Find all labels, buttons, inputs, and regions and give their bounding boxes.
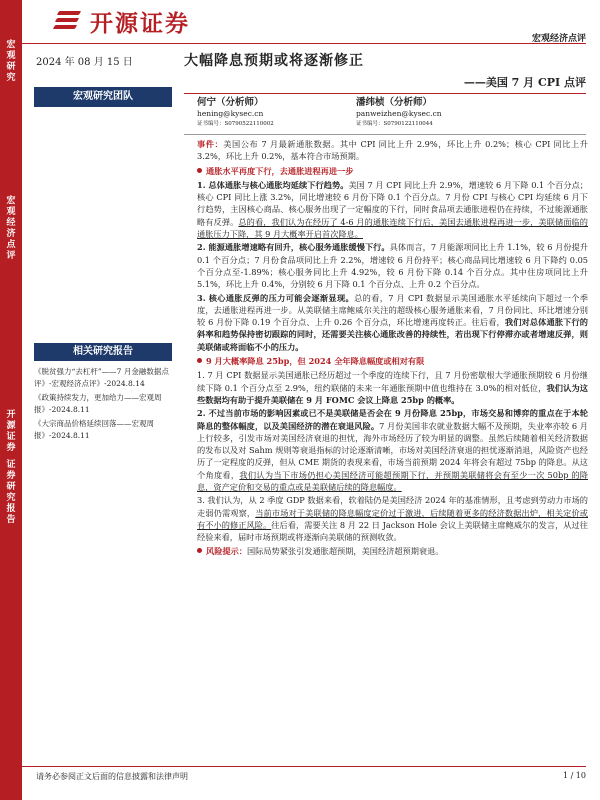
paragraph-underlined: 总的看，我们认为在经历了 4-6 月的通胀连续下行后，美国去通胀进程再进一步，美联储面临的通胀压力下降，其 9 月大概率开启首次降息。	[197, 216, 588, 240]
analyst-card	[356, 97, 442, 130]
paragraph-text: 总的看，7 月 CPI 数据显示美国通胀水平延续向下超过一个季度，去通胀进程再进一步。从美联储主席鲍威尔关注的超级核心服务通胀来看，7 月份同比、环比增速分别较 6 月份下降 0.19 个百分点、上升 0.26 个百分点，环比增速再度转正。往后看，	[197, 292, 588, 328]
paragraph-bold: 我们对总体通胀下行的斜率和趋势保持密切跟踪的同时，还需要关注核心通胀改善的持续性，若出现下行停滞亦或者增速反弹，则美联储或将面临不小的压力。	[197, 317, 588, 352]
header-divider	[22, 43, 586, 44]
page-header	[22, 0, 600, 46]
paragraph-lead: 3. 核心通胀反弹的压力可能会逐渐显现。	[197, 292, 355, 303]
body-paragraph	[197, 369, 588, 406]
analyst-email[interactable]: hening@kysec.cn	[197, 109, 264, 118]
title-divider	[184, 93, 586, 94]
event-text: 美国公布 7 月最新通胀数据。其中 CPI 同比上升 2.9%，环比上升 0.2%；核心 CPI 同比上升 3.2%，环比上升 0.2%，基本符合市场预期。	[197, 139, 588, 162]
footer-divider	[22, 766, 586, 767]
risk-paragraph	[197, 545, 588, 557]
page-number: 1 / 10	[562, 771, 586, 780]
analyst-name: 何宁（分析师）	[197, 97, 264, 108]
body-paragraph	[197, 292, 588, 353]
side-label-report-type: 宏 观 经 济 点 评	[6, 196, 16, 261]
paragraph-text: 1. 7 月 CPI 数据显示美国通胀已经历超过一个季度的连续下行，且 7 月份密歇根大学通胀预期较 6 月份继续下降 0.1 个百分点至 2.9%，纽约联储的未来一年通胀预期中值也维持在 3.0%的相对低位，	[197, 370, 588, 393]
section-heading-text: 9 月大概率降息 25bp，但 2024 全年降息幅度或相对有限	[206, 356, 425, 367]
bullet-icon	[197, 548, 202, 553]
company-logo	[52, 6, 190, 36]
paragraph-text: 美国 7 月 CPI 同比上升 2.9%，增速较 6 月下降 0.1 个百分点；核心 CPI 同比上涨 3.2%，同比增速较 6 月份下降 0.1 个百分点。7 月份 CPI 与核心 CPI 均延续 6 月下行趋势，主因核心商品、核心服务出现了一定幅度的下行，同时食品项去通胀进程仍在持续，不过能源通胀略有反弹。	[197, 179, 588, 227]
body-paragraph	[197, 241, 588, 290]
logo-text: 开源证券	[90, 10, 190, 37]
analyst-email[interactable]: panweizhen@kysec.cn	[356, 109, 442, 118]
paragraph-underlined: 我们认为当下市场仍担心美国经济可能超预期下行，并预期美联储将会有至少一次 50bp 的降息，资产定价和交易的重点或是美联储后续的降息幅度。	[197, 469, 588, 493]
section-heading-text: 通胀水平再度下行，去通胀进程再进一步	[206, 165, 354, 176]
section-heading	[197, 165, 588, 177]
body-paragraph	[197, 179, 588, 240]
analyst-cert: 证书编号：S0790122110044	[356, 121, 433, 127]
risk-label: 风险提示：	[206, 545, 247, 556]
related-research-item[interactable]: 《脱贫强力“去杠杆”——7 月金融数据点评》-宏观经济点评》-2024.8.14	[34, 367, 169, 388]
paragraph-text: 7 月份美国非农就业数据大幅不及预期，失业率亦较 6 月上行较多，引发市场对美国经济衰退的担忧，海外市场经历了较为明显的调整。虽然后续随着相关经济数据的发布以及对 Sahm 规则等衰退指标的讨论逐渐清晰，市场对美国经济衰退的担忧逐渐消退，风险资产也经历了一定程度的反弹，但从 CME 期货的表现来看，市场当前预期 2024 年将会有超过 75bp 的降息。从这个角度看，	[197, 420, 588, 480]
related-research-item[interactable]: 《政策持续发力，更加给力——宏观周报》-2024.8.11	[34, 393, 162, 414]
event-paragraph	[197, 138, 588, 163]
side-label-macro-research: 宏 观 研 究	[6, 40, 16, 83]
paragraph-bold: 2. 不过当前市场的影响因素或已不是美联储是否会在 9 月份降息 25bp，市场交易和博弈的重点在于本轮降息的整体幅度，以及美国经济的潜在衰退风险。	[197, 408, 588, 431]
body-paragraph	[197, 407, 588, 493]
risk-text: 国际局势紧张引发通胀超预期，美国经济超预期衰退。	[246, 545, 444, 556]
side-strip	[0, 0, 22, 800]
research-team-label: 宏观研究团队	[34, 87, 172, 107]
section-heading	[197, 355, 588, 367]
bullet-icon	[197, 168, 202, 173]
related-research-label: 相关研究报告	[34, 343, 172, 361]
report-title: 大幅降息预期或将逐渐修正	[184, 53, 364, 69]
analyst-divider	[184, 134, 586, 135]
side-label-company: 开 源 证 券	[6, 410, 16, 453]
paragraph-bold: 我们认为这些数据均有助于提升美联储在 9 月 FOMC 会议上降息 25bp 的概率。	[197, 382, 588, 405]
analyst-cert: 证书编号：S0790522110002	[197, 121, 274, 127]
paragraph-underlined: 当前市场对于美联储的降息幅度定价过于激进，后续随着更多的经济数据出炉，相关定价或有不小的修正风险。	[197, 507, 588, 530]
logo-mark-icon	[52, 7, 82, 35]
analyst-card	[197, 97, 274, 130]
side-label-securities-report: 证 券 研 究 报 告	[6, 460, 16, 525]
related-research-list	[34, 366, 176, 444]
report-type-label: 宏观经济点评	[531, 34, 586, 44]
paragraph-text: 具体而言，7 月能源项同比上升 1.1%，较 6 月份提升 0.1 个百分点；7 月份食品项同比上升 2.2%，增速较 6 月份持平；核心商品同比增速较 6 月下降约 0.05 个百分点至-1.89%；核心服务同比上升 4.92%，较 6 月份下降 0.14 个百分点。其中住房项同比上升 5.1%，环比上升 0.4%，分别较 6 月下降 0.1 个百分点、上升 0.2 个百分点。	[197, 242, 588, 290]
event-label: 事件：	[197, 139, 224, 149]
report-body	[197, 138, 588, 558]
body-paragraph	[197, 494, 588, 543]
related-research-item[interactable]: 《大宗商品价格延续回落——宏观周报》-2024.8.11	[34, 419, 154, 440]
paragraph-text: 3. 我们认为，从 2 季度 GDP 数据来看，软着陆仍是美国经济 2024 年的基准情形，且考虑到劳动力市场的走弱仍需观察，	[197, 495, 588, 518]
analyst-name: 潘纬桢（分析师）	[356, 97, 433, 108]
paragraph-lead: 2. 能源通胀增速略有回升，核心服务通胀缓慢下行。	[197, 242, 390, 253]
report-subtitle: ——美国 7 月 CPI 点评	[463, 76, 586, 89]
bullet-icon	[197, 358, 202, 363]
report-date: 2024 年 08 月 15 日	[36, 57, 133, 68]
paragraph-lead: 1. 总体通胀与核心通胀均延续下行趋势。	[197, 179, 349, 190]
footer-disclaimer: 请务必参阅正文后面的信息披露和法律声明	[36, 772, 188, 781]
paragraph-text: 往后看，需要关注 8 月 22 日 Jackson Hole 会议上美联储主席鲍威尔的发言，从过往经验来看，届时市场预期或将逐渐向美联储的预测收敛。	[197, 519, 588, 543]
